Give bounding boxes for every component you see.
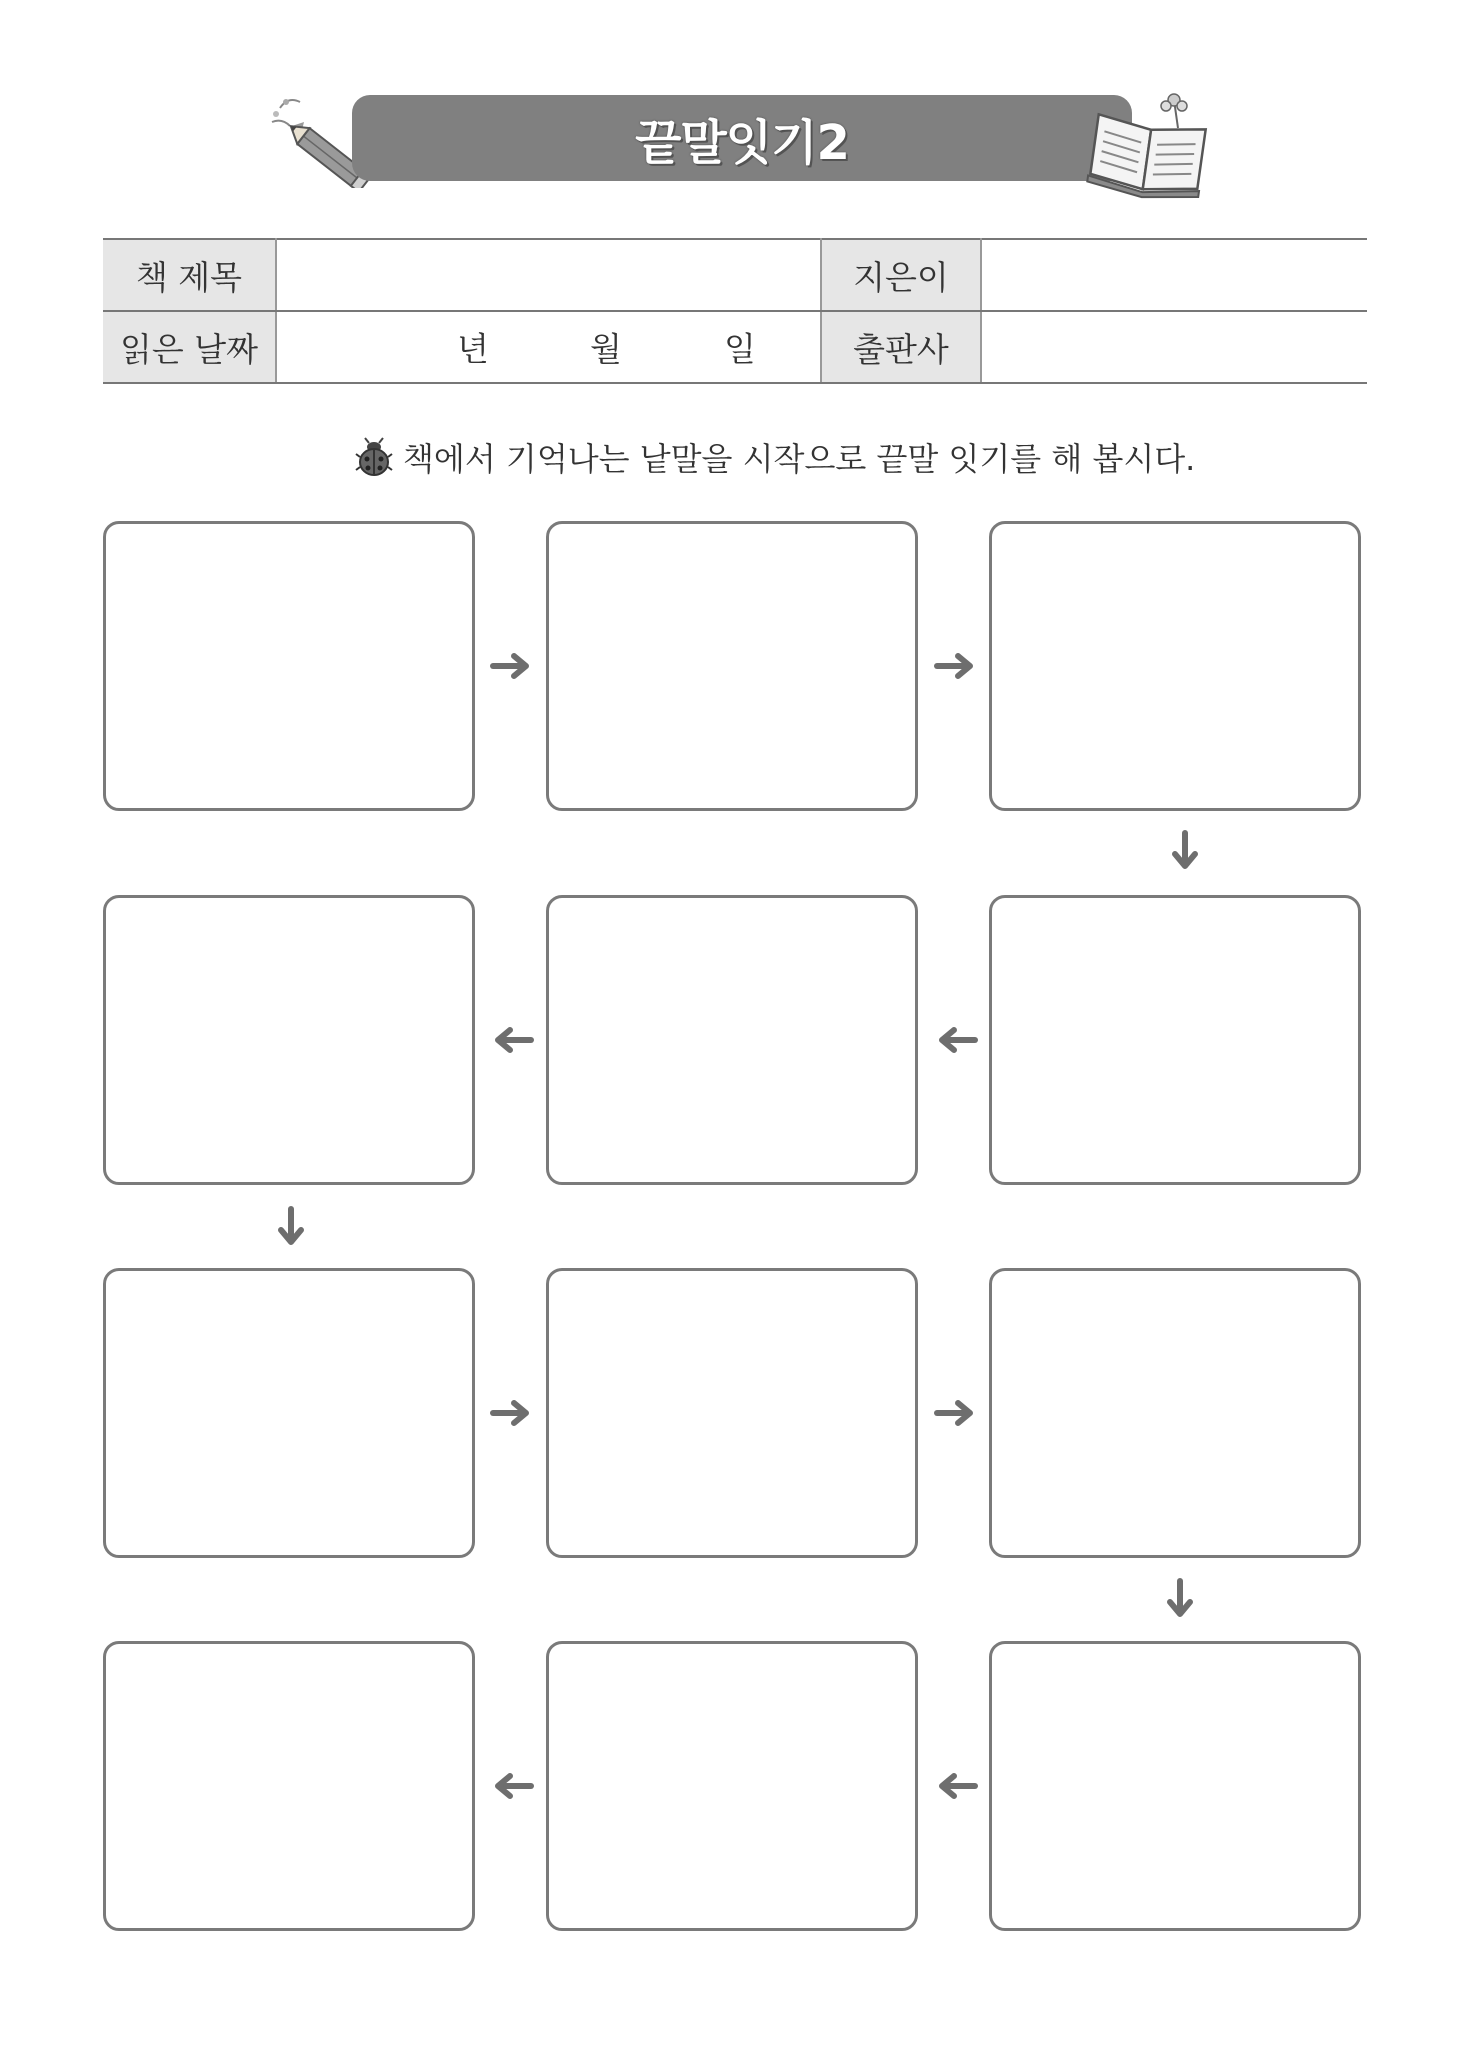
- arrow-right-icon: [490, 651, 534, 681]
- arrow-right-icon: [934, 651, 978, 681]
- word-box-6[interactable]: [103, 895, 475, 1185]
- date-field[interactable]: [276, 311, 821, 383]
- day-label: 일: [724, 329, 756, 369]
- word-box-3[interactable]: [989, 521, 1361, 811]
- arrow-down-icon: [1165, 1578, 1195, 1622]
- book-title-label: 책 제목: [103, 239, 276, 311]
- word-box-5[interactable]: [546, 895, 918, 1185]
- arrow-down-icon: [1170, 830, 1200, 874]
- publisher-label: 출판사: [821, 311, 981, 383]
- page-title: 끝말잇기2: [635, 114, 849, 171]
- word-box-4[interactable]: [989, 895, 1361, 1185]
- open-book-icon: [1086, 92, 1216, 206]
- word-box-7[interactable]: [103, 1268, 475, 1558]
- word-box-8[interactable]: [546, 1268, 918, 1558]
- arrow-right-icon: [490, 1398, 534, 1428]
- arrow-down-icon: [276, 1206, 306, 1250]
- ladybug-icon: [355, 437, 393, 477]
- book-info-table: [103, 238, 1367, 384]
- book-title-field[interactable]: [276, 239, 821, 311]
- publisher-field[interactable]: [981, 311, 1367, 383]
- arrow-left-icon: [934, 1771, 978, 1801]
- instruction: [355, 434, 1195, 480]
- table-row: [103, 239, 1367, 311]
- table-row: [103, 311, 1367, 383]
- year-label: 년: [457, 329, 489, 369]
- arrow-left-icon: [490, 1025, 534, 1055]
- arrow-right-icon: [934, 1398, 978, 1428]
- arrow-left-icon: [934, 1025, 978, 1055]
- title-banner: [352, 95, 1132, 181]
- word-box-9[interactable]: [989, 1268, 1361, 1558]
- month-label: 월: [590, 329, 622, 369]
- word-box-2[interactable]: [546, 521, 918, 811]
- word-box-1[interactable]: [103, 521, 475, 811]
- author-field[interactable]: [981, 239, 1367, 311]
- word-box-11[interactable]: [546, 1641, 918, 1931]
- arrow-left-icon: [490, 1771, 534, 1801]
- word-box-12[interactable]: [103, 1641, 475, 1931]
- instruction-text: 책에서 기억나는 낱말을 시작으로 끝말 잇기를 해 봅시다.: [403, 440, 1196, 478]
- date-label: 읽은 날짜: [103, 311, 276, 383]
- word-box-10[interactable]: [989, 1641, 1361, 1931]
- author-label: 지은이: [821, 239, 981, 311]
